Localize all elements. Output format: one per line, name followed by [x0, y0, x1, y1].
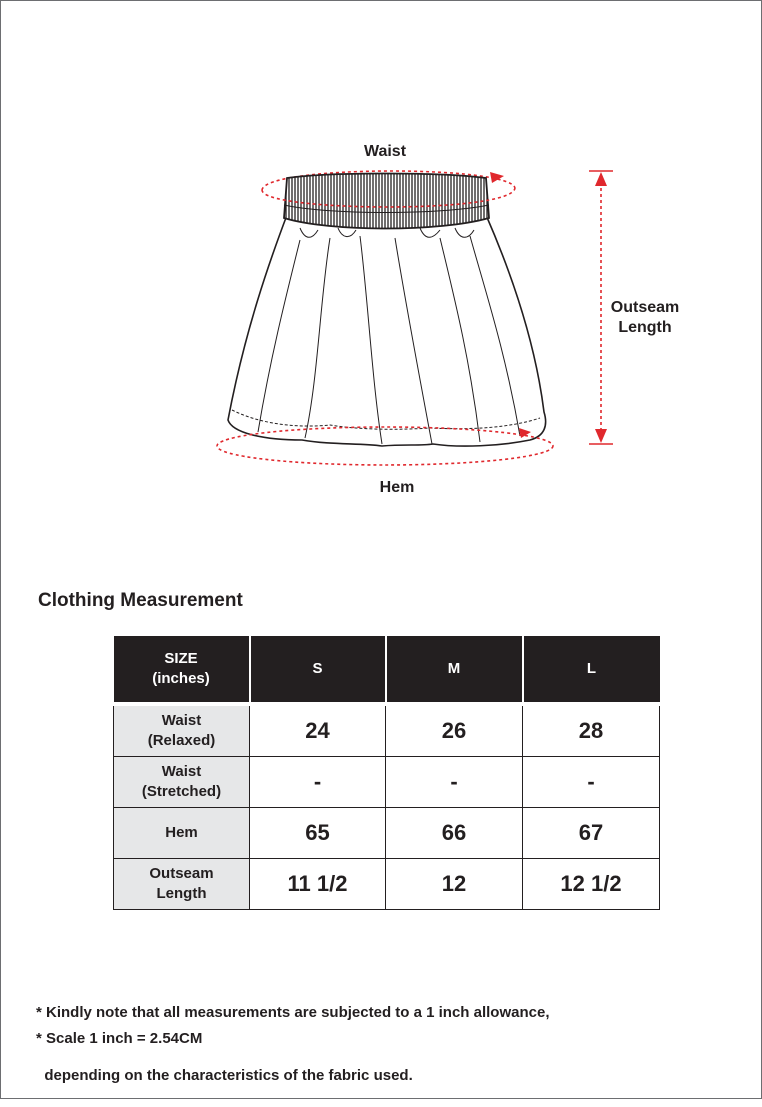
- skirt-body: [228, 215, 546, 446]
- table-cell: 67: [523, 808, 660, 859]
- waistband: [284, 174, 489, 229]
- size-s-header: S: [250, 636, 386, 704]
- row-label: [114, 704, 250, 757]
- row-label-line2: Length: [156, 885, 207, 902]
- section-title: Clothing Measurement: [38, 590, 243, 611]
- table-header-row: [114, 636, 660, 704]
- table-cell: 66: [386, 808, 523, 859]
- row-label-line2: (Stretched): [141, 783, 222, 800]
- row-label-line2: (Relaxed): [147, 732, 216, 749]
- size-l-header: L: [523, 636, 660, 704]
- allowance-note-line1: * Kindly note that all measurements are subjected to a 1 inch allowance,: [36, 1004, 550, 1021]
- table-cell: 24: [250, 704, 386, 757]
- size-header: [114, 636, 250, 704]
- scale-note: * Scale 1 inch = 2.54CM: [36, 1030, 203, 1047]
- table-cell: 28: [523, 704, 660, 757]
- table-cell: 26: [386, 704, 523, 757]
- size-header-line2: (inches): [152, 670, 210, 687]
- hem-label: Hem: [379, 479, 415, 496]
- outseam-label-line2: Length: [618, 319, 672, 336]
- table-cell: -: [523, 757, 660, 808]
- row-label: [114, 808, 250, 859]
- row-label: [114, 757, 250, 808]
- table-row: [114, 808, 660, 859]
- row-label-line1: Hem: [165, 824, 198, 841]
- table-row: [114, 757, 660, 808]
- table-cell: 11 1/2: [250, 859, 386, 910]
- waist-label: Waist: [363, 143, 407, 160]
- table-row: [114, 859, 660, 910]
- table-row: [114, 704, 660, 757]
- allowance-note-line2: depending on the characteristics of the fabric used.: [36, 1067, 413, 1084]
- row-label-line1: Waist: [161, 763, 202, 780]
- size-m-header: M: [386, 636, 523, 704]
- row-label-line1: Waist: [161, 712, 202, 729]
- table-cell: 12 1/2: [523, 859, 660, 910]
- row-label: [114, 859, 250, 910]
- skirt-diagram: [0, 0, 762, 540]
- row-label-line1: Outseam: [149, 865, 214, 882]
- table-cell: -: [386, 757, 523, 808]
- table-cell: 65: [250, 808, 386, 859]
- outseam-label-line1: Outseam: [610, 299, 680, 316]
- table-cell: -: [250, 757, 386, 808]
- size-table: [113, 636, 660, 910]
- outseam-label: [595, 298, 695, 338]
- size-header-line1: SIZE: [164, 650, 198, 667]
- table-cell: 12: [386, 859, 523, 910]
